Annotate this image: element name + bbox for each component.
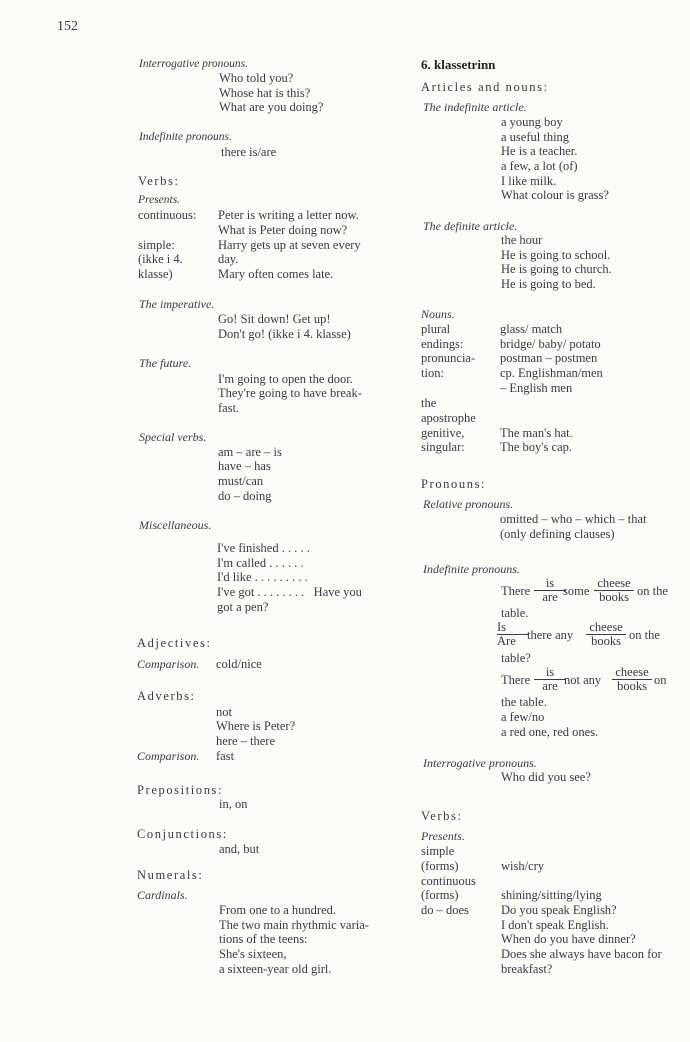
adverbs-comparison-value: fast [216, 749, 235, 763]
definite-article-line: He is going to church. [501, 262, 612, 276]
presents-label: Presents. [138, 194, 181, 206]
there-word: There [501, 673, 531, 687]
heading-miscellaneous: Miscellaneous. [139, 518, 212, 532]
definite-article-line: He is going to school. [501, 248, 611, 262]
verbs-label: simple [421, 844, 455, 858]
heading-special-verbs: Special verbs. [139, 430, 207, 444]
apostrophe-label: singular: [421, 440, 465, 454]
indefinite-article-line: a few, a lot (of) [501, 159, 578, 173]
apostrophe-label: the [421, 396, 437, 410]
numerals-line: She's sixteen, [219, 947, 287, 961]
plural-line: – English men [500, 381, 573, 395]
indefinite-article-line: I like milk. [501, 174, 557, 188]
verbs-label: do – does [421, 903, 469, 917]
heading-conjunctions: Conjunctions: [137, 827, 228, 841]
there-word: There [501, 584, 531, 598]
future-line: I'm going to open the door. [218, 372, 353, 386]
future-line: fast. [218, 401, 240, 415]
definite-article-line: He is going to bed. [501, 277, 596, 291]
table-question: table? [501, 651, 531, 665]
is-are-fraction [534, 578, 566, 603]
fraction-den: Are [497, 634, 516, 648]
heading-nouns: Nouns. [421, 307, 455, 321]
misc-line: I'm called . . . . . . [217, 556, 304, 570]
apostrophe-label: apostrophe [421, 411, 476, 425]
interrogative-line: What are you doing? [219, 100, 324, 114]
verbs-label: continuous [421, 874, 476, 888]
cheese-books-fraction [586, 622, 626, 647]
special-line: must/can [218, 474, 264, 488]
simple-label: simple: [138, 238, 175, 252]
indefinite-article-line: a useful thing [501, 130, 570, 144]
plural-line: postman – postmen [500, 351, 598, 365]
interrogative-right-line: Who did you see? [501, 770, 591, 784]
verbs-right-line: Do you speak English? [501, 903, 617, 917]
indefinite-extra-line: a red one, red ones. [501, 725, 599, 739]
special-line: have – has [218, 459, 271, 473]
plural-label: pronuncia- [421, 351, 476, 365]
heading-relative-pronouns: Relative pronouns. [423, 497, 514, 511]
on-word: on [654, 673, 667, 687]
page-number: 152 [57, 19, 78, 34]
numerals-line: The two main rhythmic varia- [219, 918, 369, 932]
plural-line: glass/ match [500, 322, 563, 336]
fraction-den: books [617, 679, 647, 693]
heading-verbs: Verbs: [138, 174, 180, 188]
plural-line: cp. Englishman/men [500, 366, 603, 380]
some-word: some [563, 584, 590, 598]
fraction-den: are [542, 679, 558, 693]
verbs-label: (forms) [421, 888, 459, 902]
special-line: do – doing [218, 489, 272, 503]
heading-verbs-right: Verbs: [421, 809, 463, 823]
misc-line: got a pen? [217, 600, 269, 614]
fraction-den: books [591, 634, 621, 648]
there-any-word: there any [527, 628, 574, 642]
verbs-label: (forms) [421, 859, 459, 873]
simple-line: day. [218, 252, 239, 266]
indefinite-extra-line: a few/no [501, 710, 545, 724]
definite-article-line: the hour [501, 233, 543, 247]
heading-indefinite-pronouns-right: Indefinite pronouns. [423, 562, 520, 576]
on-the-word: on the [637, 584, 668, 598]
adverbs-line: here – there [216, 734, 275, 748]
imperative-line: Don't go! (ikke i 4. klasse) [218, 327, 351, 341]
numerals-line: From one to a hundred. [219, 903, 336, 917]
imperative-line: Go! Sit down! Get up! [218, 312, 331, 326]
cheese-books-fraction [594, 578, 634, 603]
conjunctions-line: and, but [219, 842, 260, 856]
section-title: 6. klassetrinn [421, 57, 496, 72]
plural-label: endings: [421, 337, 464, 351]
adverbs-comparison-label: Comparison. [137, 749, 200, 763]
adverbs-line: not [216, 705, 232, 719]
indefinite-article-line: a young boy [501, 115, 563, 129]
heading-future: The future. [139, 356, 192, 370]
heading-adverbs: Adverbs: [137, 689, 196, 703]
indefinite-article-line: He is a teacher. [501, 144, 578, 158]
fraction-num: Is [497, 622, 529, 635]
relative-line: (only defining clauses) [500, 527, 615, 541]
heading-indefinite-article: The indefinite article. [423, 100, 527, 114]
continuous-line: What is Peter doing now? [218, 223, 348, 237]
verbs-right-line: I don't speak English. [501, 918, 609, 932]
cheese-books-fraction [612, 667, 652, 692]
simple-line: Mary often comes late. [218, 267, 334, 281]
on-the-word: on the [629, 628, 660, 642]
prepositions-line: in, on [219, 797, 248, 811]
relative-line: omitted – who – which – that [500, 512, 647, 526]
special-line: am – are – is [218, 445, 282, 459]
misc-line: I've got . . . . . . . . Have you [217, 585, 362, 599]
plural-label: plural [421, 322, 451, 336]
presents-label-right: Presents. [421, 829, 465, 843]
heading-interrogative-pronouns-right: Interrogative pronouns. [423, 756, 537, 770]
heading-indefinite-pronouns: Indefinite pronouns. [139, 131, 232, 143]
numerals-line: a sixteen-year old girl. [219, 962, 332, 976]
adverbs-line: Where is Peter? [216, 719, 296, 733]
apostrophe-line: The man's hat. [500, 426, 573, 440]
fraction-num: is [534, 667, 566, 680]
indefinite-line: there is/are [221, 145, 277, 159]
fraction-num: cheese [612, 667, 652, 680]
interrogative-line: Whose hat is this? [219, 86, 311, 100]
apostrophe-line: The boy's cap. [500, 440, 573, 454]
the-table-word: the table. [501, 695, 547, 709]
heading-imperative: The imperative. [139, 297, 215, 311]
indefinite-article-line: What colour is grass? [501, 188, 609, 202]
continuous-line: Peter is writing a letter now. [218, 208, 359, 222]
fraction-num: cheese [586, 622, 626, 635]
heading-pronouns: Pronouns: [421, 477, 487, 491]
heading-interrogative-pronouns: Interrogative pronouns. [139, 58, 249, 70]
verbs-right-line: When do you have dinner? [501, 932, 636, 946]
verbs-right-line: Does she always have bacon for [501, 947, 662, 961]
fraction-num: cheese [594, 578, 634, 591]
misc-line: I'd like . . . . . . . . . [217, 570, 308, 584]
cardinals-label: Cardinals. [137, 888, 188, 902]
misc-line: I've finished . . . . . [217, 541, 310, 555]
adjectives-comparison-label: Comparison. [137, 657, 200, 671]
heading-prepositions: Prepositions: [137, 783, 224, 797]
is-are-fraction [534, 667, 566, 692]
numerals-line: tions of the teens: [219, 932, 308, 946]
Is-Are-fraction [497, 622, 529, 647]
future-line: They're going to have break- [218, 386, 362, 400]
plural-line: bridge/ baby/ potato [500, 337, 601, 351]
heading-numerals: Numerals: [137, 868, 204, 882]
verbs-right-line: shining/sitting/lying [501, 888, 602, 902]
verbs-right-line: wish/cry [501, 859, 545, 873]
heading-articles-nouns: Articles and nouns: [421, 80, 549, 94]
simple-label: klasse) [138, 267, 173, 281]
adjectives-comparison-value: cold/nice [216, 657, 262, 671]
fraction-den: are [542, 590, 558, 604]
not-any-word: not any [564, 673, 602, 687]
heading-adjectives: Adjectives: [137, 636, 212, 650]
apostrophe-label: genitive, [421, 426, 465, 440]
table-word: table. [501, 606, 529, 620]
fraction-den: books [599, 590, 629, 604]
plural-label: tion: [421, 366, 444, 380]
verbs-right-line: breakfast? [501, 962, 553, 976]
simple-label: (ikke i 4. [138, 252, 183, 266]
fraction-num: is [534, 578, 566, 591]
continuous-label: continuous: [138, 208, 197, 222]
heading-definite-article: The definite article. [423, 219, 518, 233]
simple-line: Harry gets up at seven every [218, 238, 361, 252]
interrogative-line: Who told you? [219, 71, 294, 85]
